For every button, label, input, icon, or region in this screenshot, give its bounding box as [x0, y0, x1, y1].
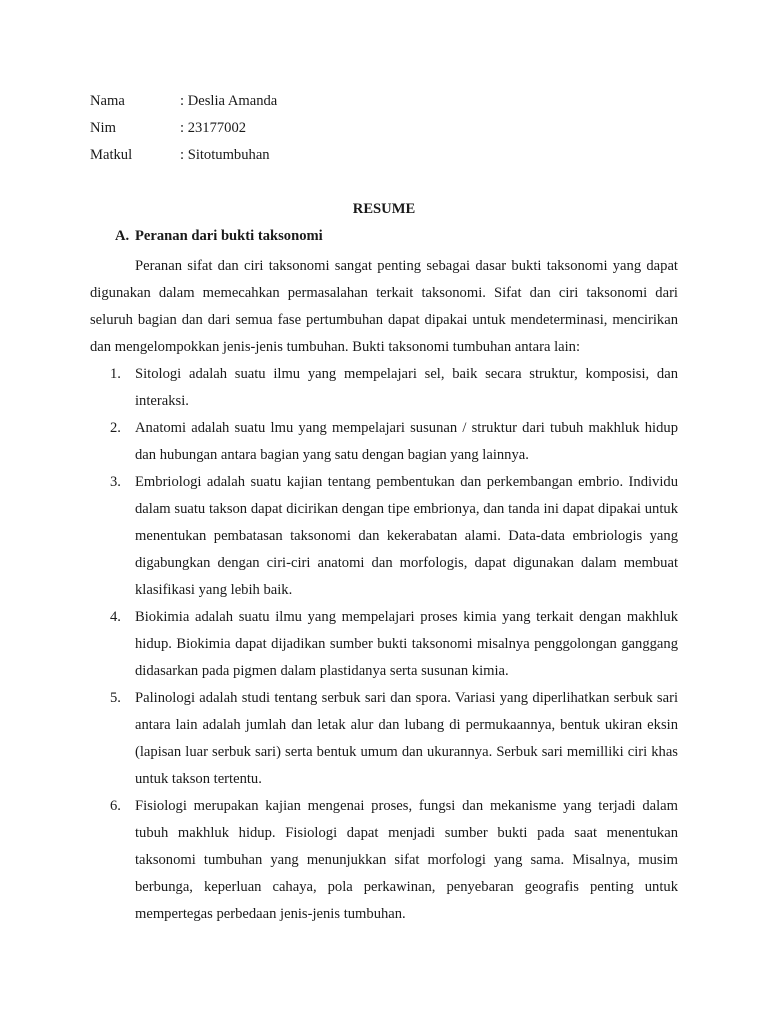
list-item-number: 2. [110, 420, 121, 436]
list-item-text: Sitologi adalah suatu ilmu yang mempelajari sel, baik secara struktur, komposisi, dan interaksi. [135, 366, 678, 409]
document-title: RESUME [352, 201, 416, 217]
list-item-text: Palinologi adalah studi tentang serbuk sari dan spora. Variasi yang diperlihatkan serbuk sari antara lain adalah jumlah dan letak alur dan lubang di permukaannya, bentuk ukiran eksin (lapisan luar serbuk sari) serta bentuk umum dan ukurannya. Serbuk sari memilliki ciri khas untuk takson tertentu. [135, 690, 678, 787]
section-letter: A. [115, 228, 130, 244]
list-item [90, 793, 678, 928]
list-item-text: Fisiologi merupakan kajian mengenai proses, fungsi dan mekanisme yang terjadi dalam tubuh makhluk hidup. Fisiologi dapat menjadi sumber bukti pada saat menentukan taksonomi tumbuhan yang menunjukkan sifat morfologi yang sama. Misalnya, musim berbunga, keperluan cahaya, pola perkawinan, penyebaran geografis penting untuk mempertegas perbedaan jenis-jenis tumbuhan. [135, 798, 678, 922]
evidence-list [90, 361, 678, 928]
list-item-text: Biokimia adalah suatu ilmu yang mempelajari proses kimia yang terkait dengan makhluk hidup. Biokimia dapat dijadikan sumber bukti taksonomi misalnya penggolongan ganggang didasarkan pada pigmen dalam plastidanya serta susunan kimia. [135, 609, 678, 679]
list-item [90, 604, 678, 685]
list-item-number: 5. [110, 690, 121, 706]
identity-label: Nim [90, 120, 116, 136]
identity-label: Nama [90, 93, 125, 109]
list-item-number: 6. [110, 798, 121, 814]
list-item-number: 4. [110, 609, 121, 625]
list-item [90, 415, 678, 469]
list-item-text: Embriologi adalah suatu kajian tentang pembentukan dan perkembangan embrio. Individu dalam suatu takson dapat dicirikan dengan tipe embrionya, dan tanda ini dapat dipakai untuk menentukan pembatasan taksonomi dan kekerabatan alami. Data-data embriologis yang digabungkan dengan ciri-ciri anatomi dan morfologis, dapat digunakan dalam membuat klasifikasi yang lebih baik. [135, 474, 678, 598]
list-item [90, 685, 678, 793]
list-item-number: 1. [110, 366, 121, 382]
identity-row-course [90, 145, 277, 172]
list-item-text: Anatomi adalah suatu lmu yang mempelajari susunan / struktur dari tubuh makhluk hidup dan hubungan antara bagian yang satu dengan bagian yang lainnya. [135, 420, 678, 463]
section-a [90, 226, 678, 928]
list-item [90, 469, 678, 604]
identity-value: : Deslia Amanda [180, 93, 278, 109]
section-heading [90, 226, 678, 253]
intro-paragraph: Peranan sifat dan ciri taksonomi sangat penting sebagai dasar bukti taksonomi yang dapat digunakan dalam memecahkan permasalahan terkait taksonomi. Sifat dan ciri taksonomi dari seluruh bagian dan dari semua fase pertumbuhan dapat dipakai untuk mendeterminasi, mencirikan dan mengelompokkan jenis-jenis tumbuhan. Bukti taksonomi tumbuhan antara lain: [90, 258, 678, 355]
identity-row-name [90, 91, 277, 118]
section-heading-text: Peranan dari bukti taksonomi [135, 228, 323, 244]
identity-row-nim [90, 118, 277, 145]
list-item [90, 361, 678, 415]
identity-label: Matkul [90, 147, 133, 163]
identity-value: : 23177002 [180, 120, 247, 136]
list-item-number: 3. [110, 474, 121, 490]
identity-block [90, 91, 277, 172]
identity-value: : Sitotumbuhan [180, 147, 270, 163]
